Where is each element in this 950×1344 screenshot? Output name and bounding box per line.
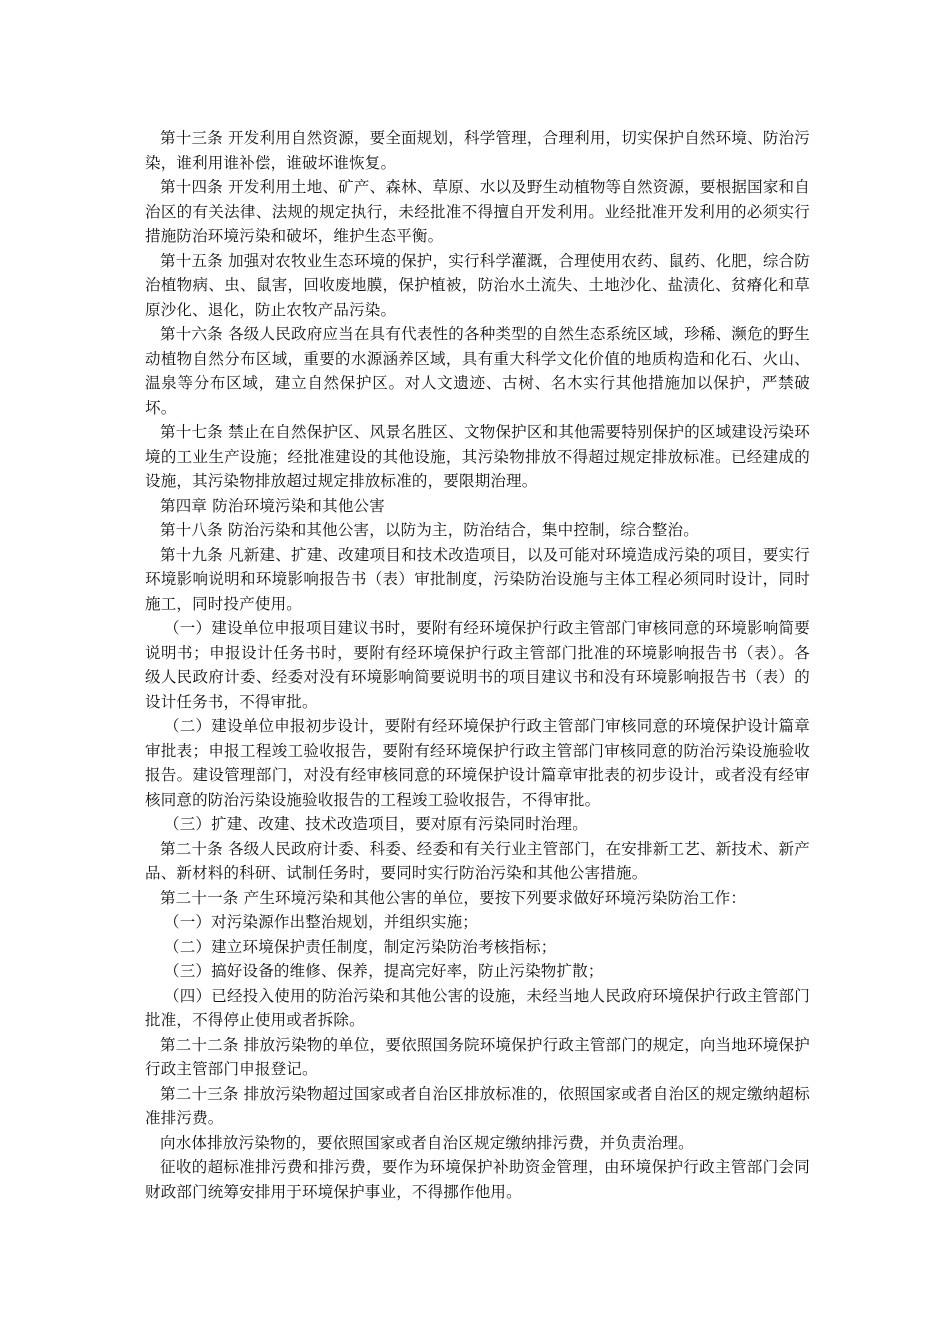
paragraph: 第二十一条 产生环境污染和其他公害的单位，要按下列要求做好环境污染防治工作： bbox=[160, 888, 747, 907]
list-item: （二）建设单位申报初步设计，要附有经环境保护行政主管部门审核同意的环境保护设计篇章审批表；申报工程竣工验收报告，要附有经环境保护行政主管部门审核同意的防治污染设施验收报告。建设管理部门，对没有经审核同意的环境保护设计篇章审批表的初步设计，或者没有经审核同意的防治污染设施验收报告的工程竣工验收报告，不得审批。 bbox=[145, 717, 810, 809]
paragraph: 向水体排放污染物的，要依照国家或者自治区规定缴纳排污费，并负责治理。 bbox=[160, 1133, 694, 1152]
paragraph: 第十五条 加强对农牧业生态环境的保护，实行科学灌溉，合理使用农药、鼠药、化肥，综合防治植物病、虫、鼠害，回收废地膜，保护植被，防治水土流失、土地沙化、盐渍化、贫瘠化和草原沙化、退化，防止农牧产品污染。 bbox=[145, 251, 810, 319]
list-item: （四）已经投入使用的防治污染和其他公害的设施，未经当地人民政府环境保护行政主管部门批准，不得停止使用或者拆除。 bbox=[145, 986, 810, 1029]
paragraph: 第十七条 禁止在自然保护区、风景名胜区、文物保护区和其他需要特别保护的区域建设污染环境的工业生产设施；经批准建设的其他设施，其污染物排放不得超过规定排放标准。已经建成的设施，其污染物排放超过规定排放标准的，要限期治理。 bbox=[145, 423, 810, 490]
paragraph: 第二十条 各级人民政府计委、科委、经委和有关行业主管部门，在安排新工艺、新技术、新产品、新材料的科研、试制任务时，要同时实行防治污染和其他公害措施。 bbox=[145, 839, 810, 882]
paragraph: 第二十二条 排放污染物的单位，要依照国务院环境保护行政主管部门的规定，向当地环境保护行政主管部门申报登记。 bbox=[145, 1035, 810, 1078]
paragraph: 第十九条 凡新建、扩建、改建项目和技术改造项目，以及可能对环境造成污染的项目，要实行环境影响说明和环境影响报告书（表）审批制度，污染防治设施与主体工程必须同时设计，同时施工，同时投产使用。 bbox=[145, 545, 810, 613]
paragraph: 第二十三条 排放污染物超过国家或者自治区排放标准的，依照国家或者自治区的规定缴纳超标准排污费。 bbox=[145, 1084, 810, 1127]
list-item: （三）搞好设备的维修、保养，提高完好率，防止污染物扩散； bbox=[164, 962, 604, 980]
paragraph: 第十四条 开发利用土地、矿产、森林、草原、水以及野生动植物等自然资源，要根据国家和自治区的有关法律、法规的规定执行，未经批准不得擅自开发利用。业经批准开发利用的必须实行措施防治环境污染和破坏，维护生态平衡。 bbox=[145, 178, 810, 245]
paragraph: 第十八条 防治污染和其他公害，以防为主，防治结合，集中控制，综合整治。 bbox=[160, 521, 699, 539]
paragraph: 第十六条 各级人民政府应当在具有代表性的各种类型的自然生态系统区域，珍稀、濒危的野生动植物自然分布区域，重要的水源涵养区域，具有重大科学文化价值的地质构造和化石、火山、温泉等分布区域，建立自然保护区。对人文遗迹、古树、名木实行其他措施加以保护，严禁破坏。 bbox=[145, 325, 810, 417]
document-body bbox=[145, 126, 810, 1204]
paragraph: 第十三条 开发利用自然资源，要全面规划，科学管理，合理利用，切实保护自然环境、防治污染，谁利用谁补偿，谁破坏谁恢复。 bbox=[145, 129, 810, 172]
paragraph: 第四章 防治环境污染和其他公害 bbox=[160, 496, 385, 515]
paragraph: 征收的超标准排污费和排污费，要作为环境保护补助资金管理，由环境保护行政主管部门会同财政部门统筹安排用于环境保护事业，不得挪作他用。 bbox=[145, 1158, 810, 1201]
list-item: （一）对污染源作出整治规划，并组织实施； bbox=[164, 913, 479, 931]
list-item: （一）建设单位申报项目建议书时，要附有经环境保护行政主管部门审核同意的环境影响简要说明书；申报设计任务书时，要附有经环境保护行政主管部门批准的环境影响报告书（表）。各级人民政府计委、经委对没有环境影响简要说明书的项目建议书和没有环境影响报告书（表）的设计任务书，不得审批。 bbox=[145, 619, 810, 711]
list-item: （三）扩建、改建、技术改造项目，要对原有污染同时治理。 bbox=[164, 815, 588, 833]
list-item: （二）建立环境保护责任制度，制定污染防治考核指标； bbox=[164, 937, 557, 956]
